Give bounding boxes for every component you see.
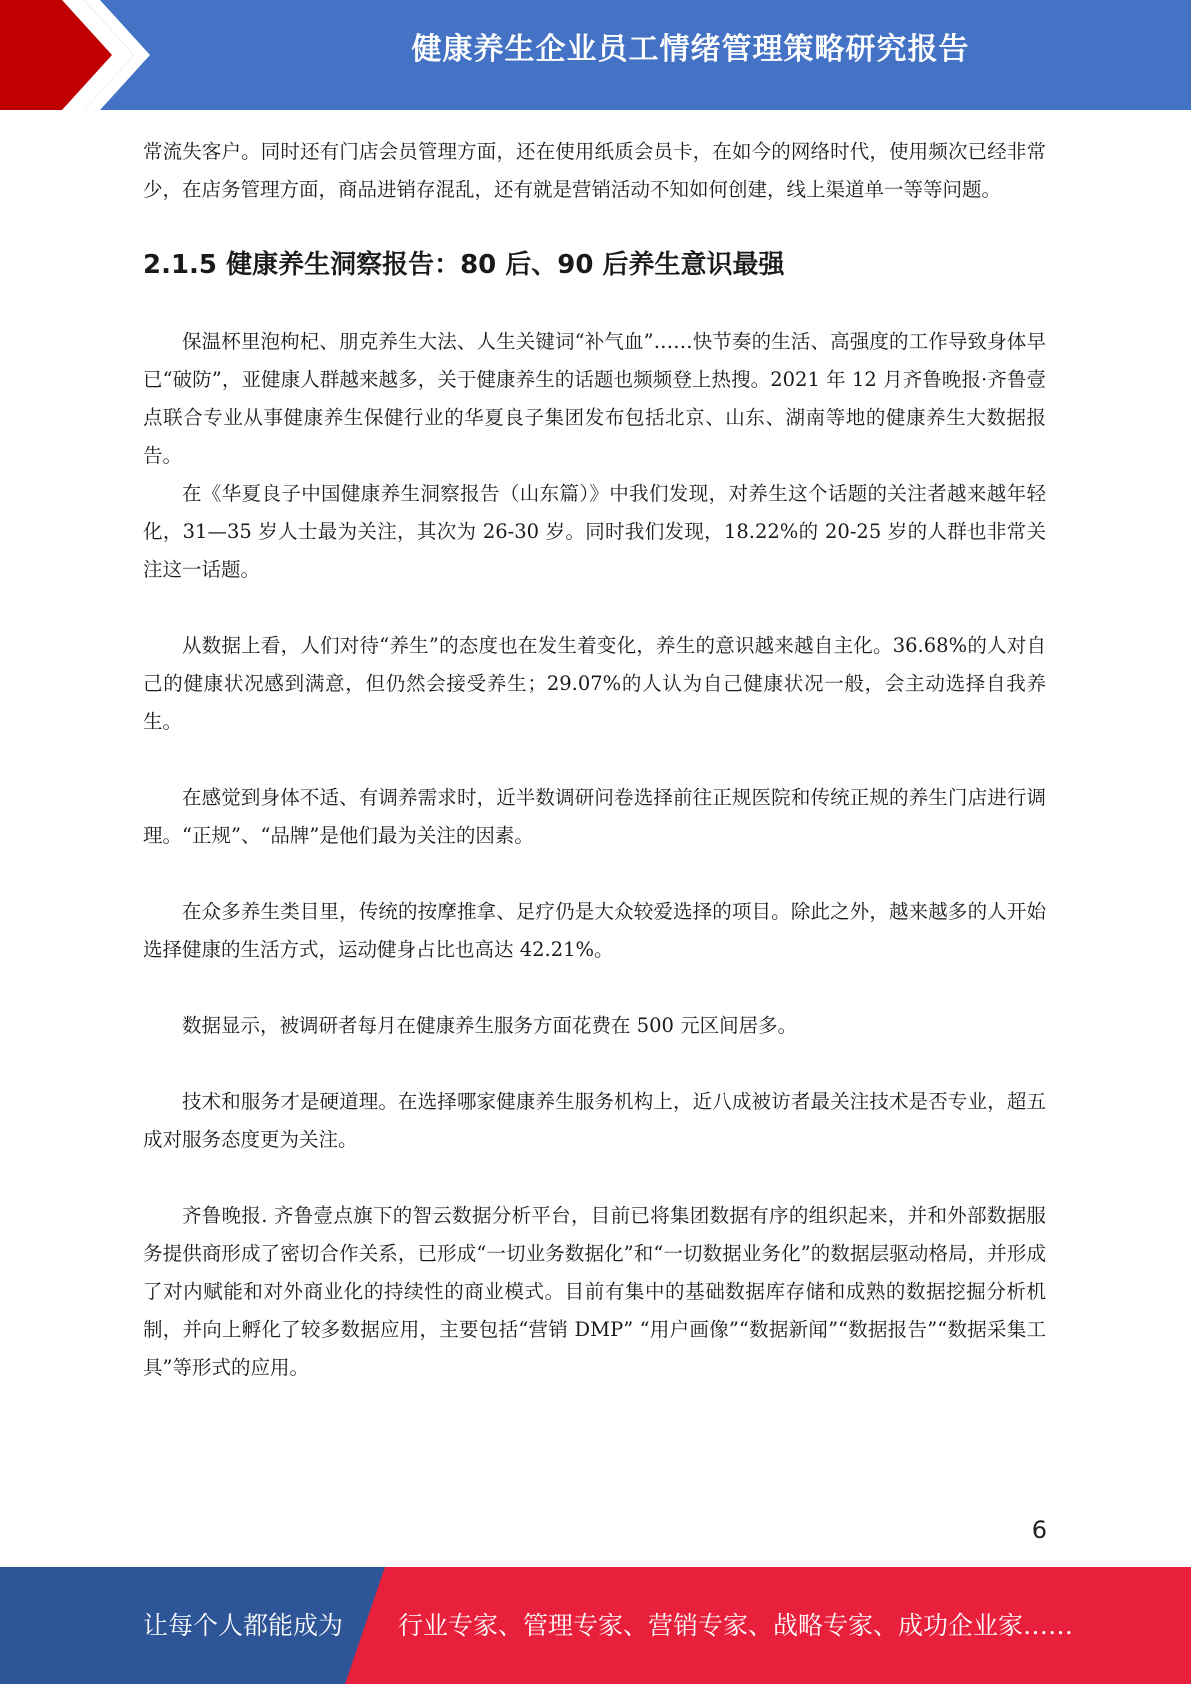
paragraph-5: 在众多养生类目里，传统的按摩推拿、足疗仍是大众较爱选择的项目。除此之外，越来越多的人开始选择健康的生活方式，运动健身占比也高达 42.21%。 — [143, 900, 1046, 961]
paragraph-2: 在《华夏良子中国健康养生洞察报告（山东篇）》中我们发现，对养生这个话题的关注者越来越年轻化，31—35 岁人士最为关注，其次为 26-30 岁。同时我们发现，18.22%的 20-25 岁的人群也非常关注这一话题。 — [143, 482, 1046, 581]
paragraph-6: 数据显示，被调研者每月在健康养生服务方面花费在 500 元区间居多。 — [182, 1014, 798, 1037]
page-footer — [0, 1567, 1191, 1684]
document-body — [143, 133, 1046, 1387]
footer-slogan-right: 行业专家、管理专家、营销专家、战略专家、成功企业家…… — [398, 1611, 1074, 1640]
paragraph-7: 技术和服务才是硬道理。在选择哪家健康养生服务机构上，近八成被访者最关注技术是否专业，超五成对服务态度更为关注。 — [143, 1090, 1046, 1151]
page-header — [0, 0, 1191, 110]
header-chevron-icon — [0, 0, 160, 110]
paragraph-intro: 常流失客户。同时还有门店会员管理方面，还在使用纸质会员卡，在如今的网络时代，使用频次已经非常少，在店务管理方面，商品进销存混乱，还有就是营销活动不知如何创建，线上渠道单一等等问题。 — [143, 140, 1046, 201]
footer-slogan-left: 让每个人都能成为 — [143, 1611, 344, 1640]
paragraph-3: 从数据上看，人们对待“养生”的态度也在发生着变化，养生的意识越来越自主化。36.68%的人对自己的健康状况感到满意，但仍然会接受养生；29.07%的人认为自己健康状况一般，会主动选择自我养生。 — [143, 634, 1046, 733]
paragraph-4: 在感觉到身体不适、有调养需求时，近半数调研问卷选择前往正规医院和传统正规的养生门店进行调理。“正规”、“品牌”是他们最为关注的因素。 — [143, 786, 1046, 847]
page-number: 6 — [1031, 1516, 1047, 1544]
header-title: 健康养生企业员工情绪管理策略研究报告 — [411, 32, 970, 67]
paragraph-8: 齐鲁晚报. 齐鲁壹点旗下的智云数据分析平台，目前已将集团数据有序的组织起来，并和外部数据服务提供商形成了密切合作关系，已形成“一切业务数据化”和“一切数据业务化”的数据层驱动格局，并形成了对内赋能和对外商业化的持续性的商业模式。目前有集中的基础数据库存储和成熟的数据挖掘分析机制，并向上孵化了较多数据应用，主要包括“营销 DMP” “用户画像”“数据新闻”“数据报告”“数据采集工具”等形式的应用。 — [143, 1204, 1046, 1379]
section-heading: 2.1.5 健康养生洞察报告：80 后、90 后养生意识最强 — [143, 250, 785, 280]
paragraph-1: 保温杯里泡枸杞、朋克养生大法、人生关键词“补气血”……快节奏的生活、高强度的工作导致身体早已“破防”，亚健康人群越来越多，关于健康养生的话题也频频登上热搜。2021 年 12 月齐鲁晚报·齐鲁壹点联合专业从事健康养生保健行业的华夏良子集团发布包括北京、山东、湖南等地的健康养生大数据报告。 — [143, 330, 1046, 467]
